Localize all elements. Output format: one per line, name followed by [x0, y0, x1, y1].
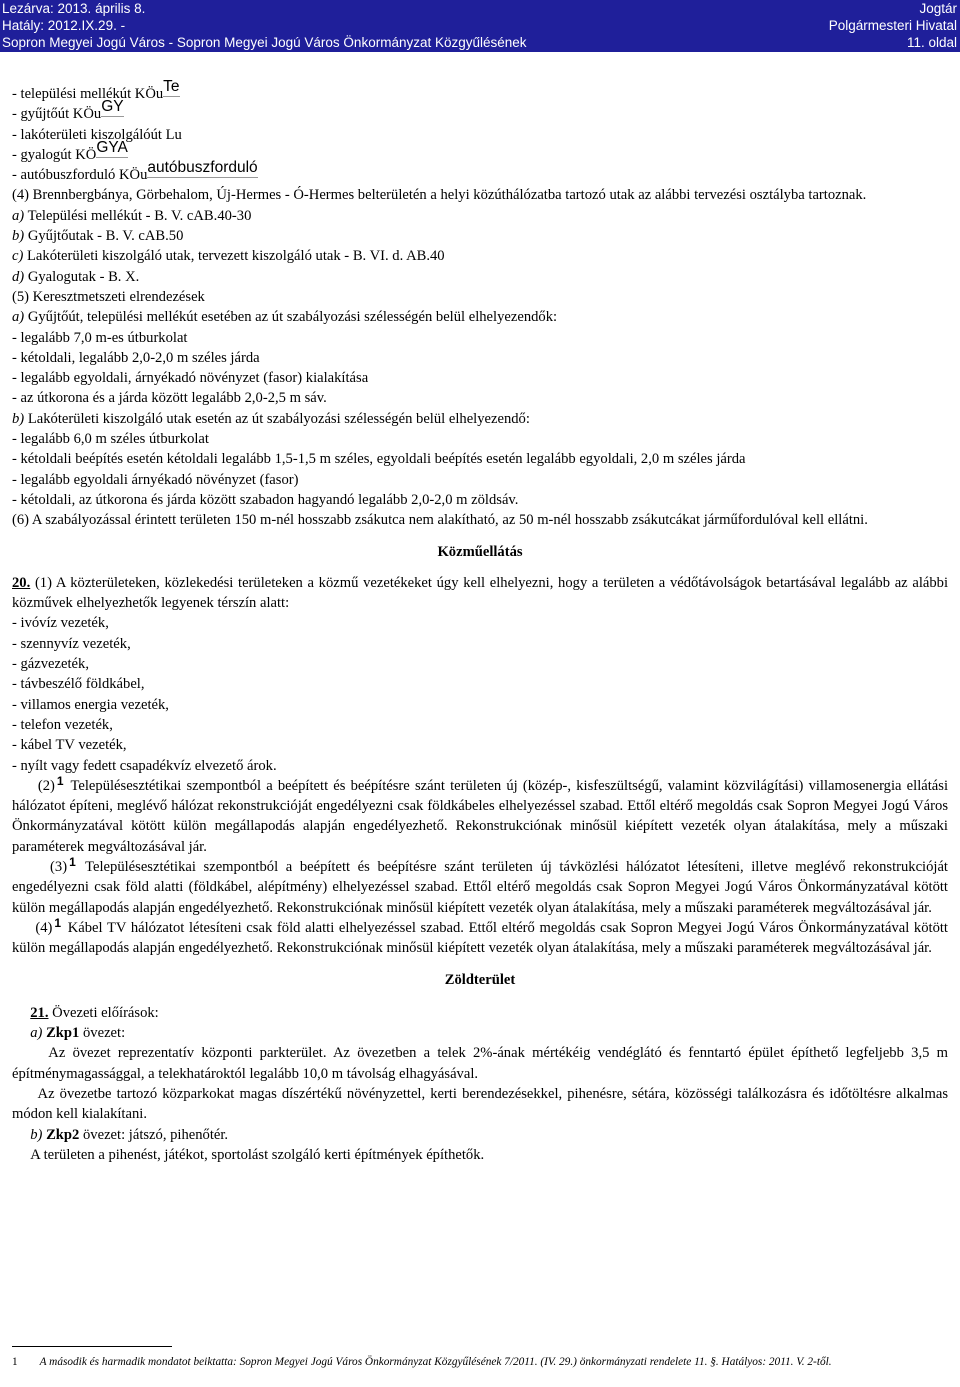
header-right [829, 0, 957, 51]
header-left [2, 0, 527, 51]
footnote-number: 1 [12, 1356, 18, 1368]
list-item: - kétoldali, az útkorona és járda között szabadon hagyandó legalább 2,0-2,0 m zöldsáv. [12, 491, 519, 508]
page-body [12, 78, 949, 1165]
paragraph-5: (5) Keresztmetszeti elrendezések [12, 288, 205, 305]
footnote-reference[interactable]: 1 [56, 773, 64, 788]
footnote [12, 1354, 948, 1370]
list-item: - kétoldali, legalább 2,0-2,0 m széles járda [12, 349, 260, 366]
page-number: 11. oldal [906, 35, 957, 50]
zone-b-title: b) Zkp2 övezet: játszó, pihenőtér. [30, 1126, 229, 1143]
footnote-text: A második és harmadik mondatot beiktatta: Sopron Megyei Jogú Város Önkormányzat Közgyűlésének 7/2011. (IV. 29.) önkormányzati rendelete 11. §. Hatályos: 2011. V. 2-től. [39, 1356, 832, 1368]
list-item: - legalább egyoldali árnyékadó növényzet (fasor) [12, 471, 299, 488]
list-item: - szennyvíz vezeték, [12, 635, 131, 652]
section-heading-utilities: Közműellátás [437, 543, 523, 560]
footnote-divider [12, 1346, 172, 1347]
list-item: - nyílt vagy fedett csapadékvíz elvezető árok. [12, 757, 277, 774]
list-item: - telefon vezeték, [12, 716, 113, 733]
list-item: - ivóvíz vezeték, [12, 615, 109, 632]
list-item: - villamos energia vezeték, [12, 696, 169, 713]
paragraph-5b: b) Lakóterületi kiszolgáló utak esetén az út szabályozási szélességén belül elhelyezendő: [12, 410, 530, 427]
list-item: - gyalogút KÖGYA [12, 138, 128, 163]
list-item: - autóbuszforduló KÖuautóbuszforduló [12, 159, 258, 184]
list-item: - gyűjtőút KÖuGY [12, 98, 124, 123]
header-effective-date: Hatály: 2012.IX.29. - [2, 18, 126, 33]
list-item: - gázvezeték, [12, 656, 89, 673]
list-item: - legalább egyoldali, árnyékadó növényzet (fasor) kialakítása [12, 370, 369, 387]
paragraph-4: (4) Brennbergbánya, Görbehalom, Új-Hermes - Ó-Hermes belterületén a helyi közúthálózatba tartozó utak az alábbi tervezési osztályba tartoznak. [12, 187, 867, 204]
document-header [0, 0, 960, 52]
list-item: - távbeszélő földkábel, [12, 676, 145, 693]
zone-a-paragraph-1: Az övezet reprezentatív központi parkterület. Az övezetben a telek 2%-ának mértékéig vendéglátó és fenntartó épület építhető legfeljebb 3,5 m építménymagassággal, a telekhatároktól legalább 10,0 m távolság elhagyásával. [12, 1045, 948, 1082]
header-issuer: Sopron Megyei Jogú Város - Sopron Megyei Jogú Város Önkormányzat Közgyűlésének [2, 35, 527, 50]
list-item: a) Települési mellékút - B. V. cAB.40-30 [12, 207, 252, 224]
footnote-reference[interactable]: 1 [54, 915, 62, 930]
zone-a-paragraph-2: Az övezetbe tartozó közparkokat magas díszértékű növényzettel, kerti berendezésekkel, pihenésre, sétára, közösségi találkozásra és időtöltésre alkalmas módon kell kialakítani. [12, 1085, 948, 1123]
zone-a-title: a) Zkp1 övezet: [30, 1025, 126, 1042]
header-source: Jogtár [919, 1, 957, 16]
section-heading-green-areas: Zöldterület [444, 972, 516, 989]
header-closed-date: Lezárva: 2013. április 8. [2, 1, 146, 16]
section-20-paragraph-3: (3) $^1$ Településesztétikai szempontból a beépített és beépítésre szánt területen új távközlési hálózatot létesíteni, illetve meglévő rekonstrukcióját engedélyezni csak föld alatti (földkábel, alépítmény) elhelyezéssel szabad. Ettől eltérő megoldás csak Sopron Megyei Jogú Város Önkormányzatával kötött külön megállapodás alapján engedélyezhető. Rekonstrukciónak minősül kiépített vezeték olyan átalakítása, mely a műszaki paraméterek megváltozásával jár. [12, 854, 948, 916]
zone-b-paragraph-1: A területen a pihenést, játékot, sportolást szolgáló kerti építmények építhetők. [30, 1146, 485, 1163]
paragraph-6: (6) A szabályozással érintett területen 150 m-nél hosszabb zsákutca nem alakítható, az 50 m-nél hosszabb zsákutcákat járműfordulóval kell ellátni. [12, 512, 868, 529]
section-20-paragraph-1: 20. (1) A közterületeken, közlekedési területeken a közmű vezetékeket úgy kell elhelyezni, hogy a területen a védőtávolságok betartásával legalább az alábbi közművek elhelyezhetők legyenek térszín alatt: [12, 574, 948, 612]
list-item: - az útkorona és a járda között legalább 2,0-2,5 m sáv. [12, 390, 327, 407]
list-item: d) Gyalogutak - B. X. [12, 268, 140, 285]
section-21-title: 21. Övezeti előírások: [30, 1004, 159, 1021]
section-20-paragraph-2: (2) $^1$ Településesztétikai szempontból a beépített és beépítésre szánt területen új (közép-, kisfeszültségű, valamint közvilágítási) villamosenergia ellátási hálózatot építeni, meglévő hálózat rekonstrukcióját engedélyezni csak földkábeles elhelyezéssel szabad. Ettől eltérő megoldás csak Sopron Megyei Jogú Város Önkormányzatával kötött külön megállapodás alapján engedélyezhető. Rekonstrukciónak minősül kiépített vezeték olyan átalakítása, mely a műszaki paraméterek megváltozásával jár. [12, 773, 949, 855]
section-20-paragraph-4: (4) $^1$ Kábel TV hálózatot létesíteni csak föld alatti elhelyezéssel szabad. Ettől eltérő megoldás csak Sopron Megyei Jogú Város Önkormányzatával kötött külön megállapodás alapján engedélyezhető. Rekonstrukciónak minősül kiépített vezeték olyan átalakítása, mely a műszaki paraméterek megváltozásával jár. [12, 915, 948, 957]
list-item: - kétoldali beépítés esetén kétoldali legalább 1,5-1,5 m széles, egyoldali beépítés esetén legalább egyoldali, 2,0 m széles járda [12, 451, 746, 468]
list-item: - kábel TV vezeték, [12, 737, 127, 754]
footnote-reference[interactable]: 1 [69, 854, 76, 869]
list-item: - lakóterületi kiszolgálóút Lu [12, 126, 182, 143]
paragraph-5a: a) Gyűjtőút, települési mellékút esetében az út szabályozási szélességén belül elhelyezendők: [12, 309, 558, 326]
list-item: - legalább 6,0 m széles útburkolat [12, 431, 209, 448]
list-item: c) Lakóterületi kiszolgáló utak, tervezett kiszolgáló utak - B. VI. d. AB.40 [12, 248, 445, 265]
list-item: b) Gyűjtőutak - B. V. cAB.50 [12, 228, 184, 245]
header-office: Polgármesteri Hivatal [828, 18, 957, 33]
list-item: - legalább 7,0 m-es útburkolat [12, 329, 188, 346]
list-item: - települési mellékút KÖuTe [12, 78, 180, 102]
